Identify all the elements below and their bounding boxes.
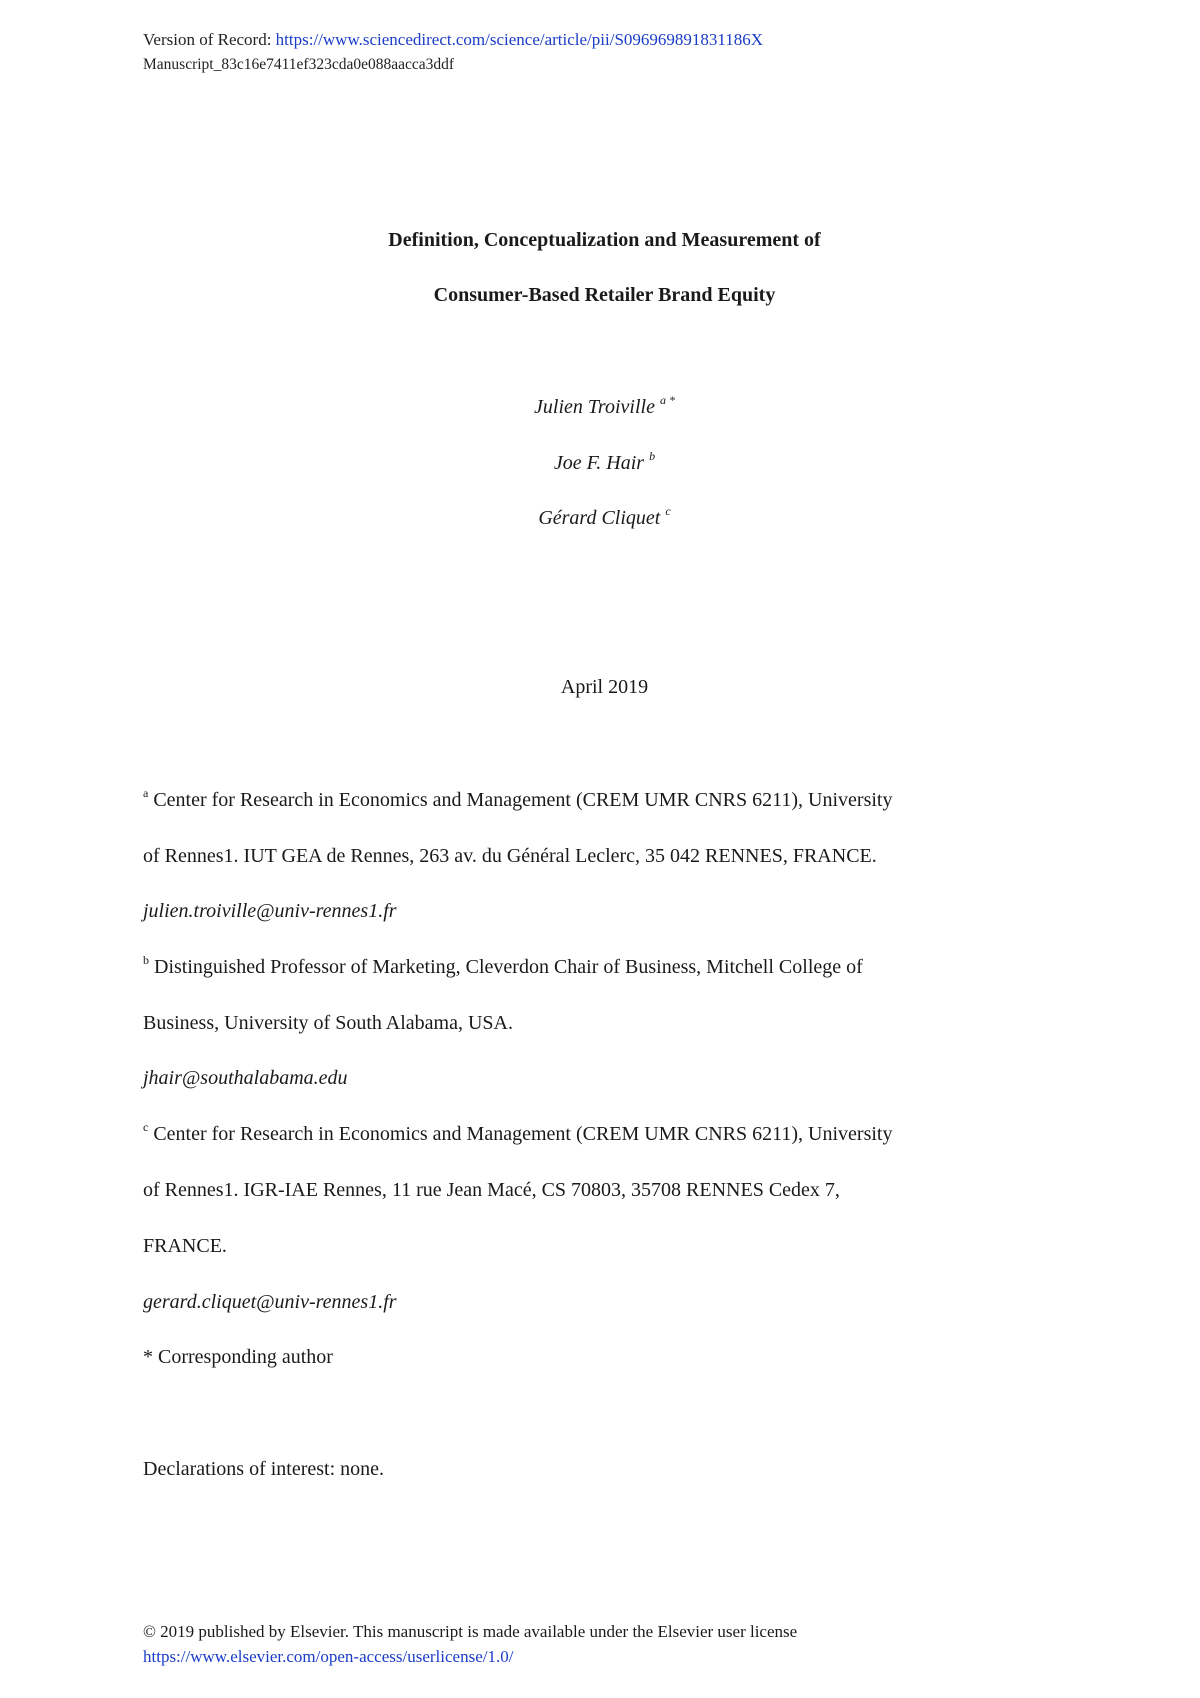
- license-link[interactable]: https://www.elsevier.com/open-access/userlicense/1.0/: [143, 1647, 514, 1666]
- license-statement: © 2019 published by Elsevier. This manuscript is made available under the Elsevier user license: [143, 1622, 798, 1641]
- version-of-record-link[interactable]: https://www.sciencedirect.com/science/article/pii/S096969891831186X: [275, 30, 764, 49]
- version-prefix: Version of Record:: [143, 30, 276, 49]
- affiliation-marker: a: [143, 786, 149, 800]
- license-link-line: [143, 1647, 513, 1667]
- affiliation-b-line-2: Business, University of South Alabama, USA.: [143, 1012, 513, 1034]
- author-name: Joe F. Hair: [553, 452, 645, 474]
- author-affiliation-marker: c: [665, 504, 671, 518]
- affiliation-a-line-2: of Rennes1. IUT GEA de Rennes, 263 av. du Général Leclerc, 35 042 RENNES, FRANCE.: [143, 845, 877, 867]
- paper-title-line-1: Definition, Conceptualization and Measurement of: [388, 229, 821, 251]
- email-cliquet: gerard.cliquet@univ-rennes1.fr: [143, 1291, 397, 1313]
- manuscript-id: Manuscript_83c16e7411ef323cda0e088aacca3ddf: [143, 56, 455, 73]
- affiliation-marker: c: [143, 1120, 149, 1134]
- affiliation-c-line-2: of Rennes1. IGR-IAE Rennes, 11 rue Jean Macé, CS 70803, 35708 RENNES Cedex 7,: [143, 1179, 840, 1201]
- paper-title-line-2: Consumer-Based Retailer Brand Equity: [433, 284, 776, 306]
- author-name: Julien Troiville: [534, 396, 655, 418]
- publication-date: April 2019: [560, 676, 649, 698]
- affiliation-text: Center for Research in Economics and Management (CREM UMR CNRS 6211), University: [148, 1123, 893, 1145]
- author-affiliation-marker: b: [649, 449, 656, 463]
- author-cliquet: [0, 504, 1200, 530]
- declarations-of-interest: Declarations of interest: none.: [143, 1458, 385, 1480]
- email-hair: jhair@southalabama.edu: [143, 1067, 348, 1089]
- affiliation-marker: b: [143, 953, 149, 967]
- version-of-record-line: [143, 30, 763, 50]
- author-affiliation-marker: a *: [659, 393, 675, 407]
- author-name: Gérard Cliquet: [538, 507, 661, 529]
- corresponding-author-note: * Corresponding author: [143, 1346, 333, 1368]
- affiliation-b-line-1: [143, 953, 863, 979]
- affiliation-a-line-1: [143, 786, 893, 812]
- affiliation-c-line-1: [143, 1120, 893, 1146]
- affiliation-text: Center for Research in Economics and Management (CREM UMR CNRS 6211), University: [148, 789, 893, 811]
- affiliation-c-line-3: FRANCE.: [143, 1235, 227, 1257]
- author-troiville: [0, 393, 1200, 419]
- email-troiville: julien.troiville@univ-rennes1.fr: [143, 900, 397, 922]
- affiliation-text: Distinguished Professor of Marketing, Cleverdon Chair of Business, Mitchell College of: [149, 956, 863, 978]
- author-hair: [0, 449, 1200, 475]
